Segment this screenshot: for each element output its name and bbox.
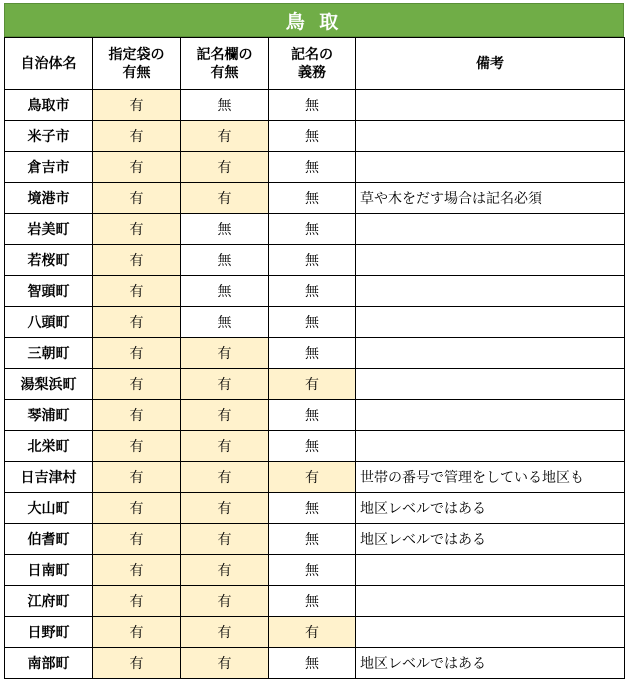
designated-bag-cell: 有 [93,493,181,524]
municipality-name: 若桜町 [5,245,93,276]
name-field-cell: 有 [181,121,269,152]
designated-bag-cell: 有 [93,431,181,462]
remarks-cell [356,431,625,462]
name-field-cell: 有 [181,648,269,679]
municipality-name: 大山町 [5,493,93,524]
designated-bag-cell: 有 [93,555,181,586]
header-row [5,38,625,90]
name-field-cell: 有 [181,338,269,369]
remarks-cell [356,555,625,586]
designated-bag-cell: 有 [93,462,181,493]
designated-bag-cell: 有 [93,152,181,183]
name-duty-cell: 無 [269,183,356,214]
name-field-cell: 有 [181,369,269,400]
table-row [5,555,625,586]
table-row [5,462,625,493]
table-row [5,524,625,555]
name-field-cell: 有 [181,183,269,214]
prefecture-table-container [4,3,624,679]
name-duty-cell: 有 [269,369,356,400]
remarks-cell [356,214,625,245]
municipality-name: 伯耆町 [5,524,93,555]
name-duty-cell: 無 [269,431,356,462]
name-field-cell: 有 [181,493,269,524]
remarks-cell: 地区レベルではある [356,493,625,524]
table-row [5,214,625,245]
table-row [5,586,625,617]
remarks-cell [356,338,625,369]
name-duty-cell: 無 [269,524,356,555]
table-row [5,617,625,648]
designated-bag-cell: 有 [93,369,181,400]
name-duty-cell: 無 [269,245,356,276]
municipality-name: 北栄町 [5,431,93,462]
designated-bag-cell: 有 [93,617,181,648]
remarks-cell [356,586,625,617]
remarks-cell [356,90,625,121]
designated-bag-cell: 有 [93,276,181,307]
remarks-cell [356,152,625,183]
municipality-table [4,37,625,679]
header-name-field: 記名欄の 有無 [181,38,269,90]
name-duty-cell: 無 [269,152,356,183]
municipality-name: 岩美町 [5,214,93,245]
table-row [5,245,625,276]
name-field-cell: 有 [181,462,269,493]
name-duty-cell: 無 [269,307,356,338]
name-duty-cell: 無 [269,493,356,524]
name-duty-cell: 無 [269,90,356,121]
designated-bag-cell: 有 [93,214,181,245]
table-row [5,121,625,152]
designated-bag-cell: 有 [93,648,181,679]
remarks-cell [356,245,625,276]
designated-bag-cell: 有 [93,90,181,121]
name-field-cell: 有 [181,586,269,617]
designated-bag-cell: 有 [93,586,181,617]
table-row [5,183,625,214]
name-field-cell: 有 [181,617,269,648]
designated-bag-cell: 有 [93,121,181,152]
municipality-name: 南部町 [5,648,93,679]
name-duty-cell: 無 [269,338,356,369]
table-title: 鳥 取 [4,3,624,37]
table-row [5,276,625,307]
table-row [5,307,625,338]
table-body [5,90,625,679]
municipality-name: 境港市 [5,183,93,214]
name-field-cell: 有 [181,524,269,555]
name-field-cell: 無 [181,276,269,307]
name-duty-cell: 無 [269,586,356,617]
remarks-cell [356,617,625,648]
name-field-cell: 有 [181,431,269,462]
municipality-name: 三朝町 [5,338,93,369]
name-field-cell: 無 [181,90,269,121]
name-field-cell: 有 [181,555,269,586]
header-designated-bag: 指定袋の 有無 [93,38,181,90]
remarks-cell: 地区レベルではある [356,648,625,679]
table-row [5,369,625,400]
remarks-cell [356,400,625,431]
name-duty-cell: 無 [269,648,356,679]
name-duty-cell: 無 [269,400,356,431]
municipality-name: 日吉津村 [5,462,93,493]
name-duty-cell: 有 [269,617,356,648]
municipality-name: 日野町 [5,617,93,648]
name-field-cell: 無 [181,214,269,245]
table-row [5,152,625,183]
table-row [5,648,625,679]
municipality-name: 米子市 [5,121,93,152]
name-duty-cell: 無 [269,276,356,307]
municipality-name: 倉吉市 [5,152,93,183]
table-row [5,90,625,121]
remarks-cell [356,307,625,338]
designated-bag-cell: 有 [93,307,181,338]
header-name-duty: 記名の 義務 [269,38,356,90]
table-row [5,493,625,524]
remarks-cell [356,369,625,400]
municipality-name: 琴浦町 [5,400,93,431]
table-row [5,338,625,369]
municipality-name: 日南町 [5,555,93,586]
name-duty-cell: 有 [269,462,356,493]
designated-bag-cell: 有 [93,524,181,555]
name-duty-cell: 無 [269,555,356,586]
remarks-cell: 地区レベルではある [356,524,625,555]
municipality-name: 江府町 [5,586,93,617]
municipality-name: 智頭町 [5,276,93,307]
municipality-name: 湯梨浜町 [5,369,93,400]
name-field-cell: 無 [181,307,269,338]
table-row [5,400,625,431]
designated-bag-cell: 有 [93,183,181,214]
name-duty-cell: 無 [269,121,356,152]
name-field-cell: 有 [181,152,269,183]
designated-bag-cell: 有 [93,245,181,276]
remarks-cell: 世帯の番号で管理をしている地区も [356,462,625,493]
remarks-cell [356,276,625,307]
name-field-cell: 無 [181,245,269,276]
header-municipality: 自治体名 [5,38,93,90]
header-remarks: 備考 [356,38,625,90]
designated-bag-cell: 有 [93,400,181,431]
designated-bag-cell: 有 [93,338,181,369]
municipality-name: 八頭町 [5,307,93,338]
remarks-cell: 草や木をだす場合は記名必須 [356,183,625,214]
name-duty-cell: 無 [269,214,356,245]
municipality-name: 鳥取市 [5,90,93,121]
name-field-cell: 有 [181,400,269,431]
remarks-cell [356,121,625,152]
table-row [5,431,625,462]
